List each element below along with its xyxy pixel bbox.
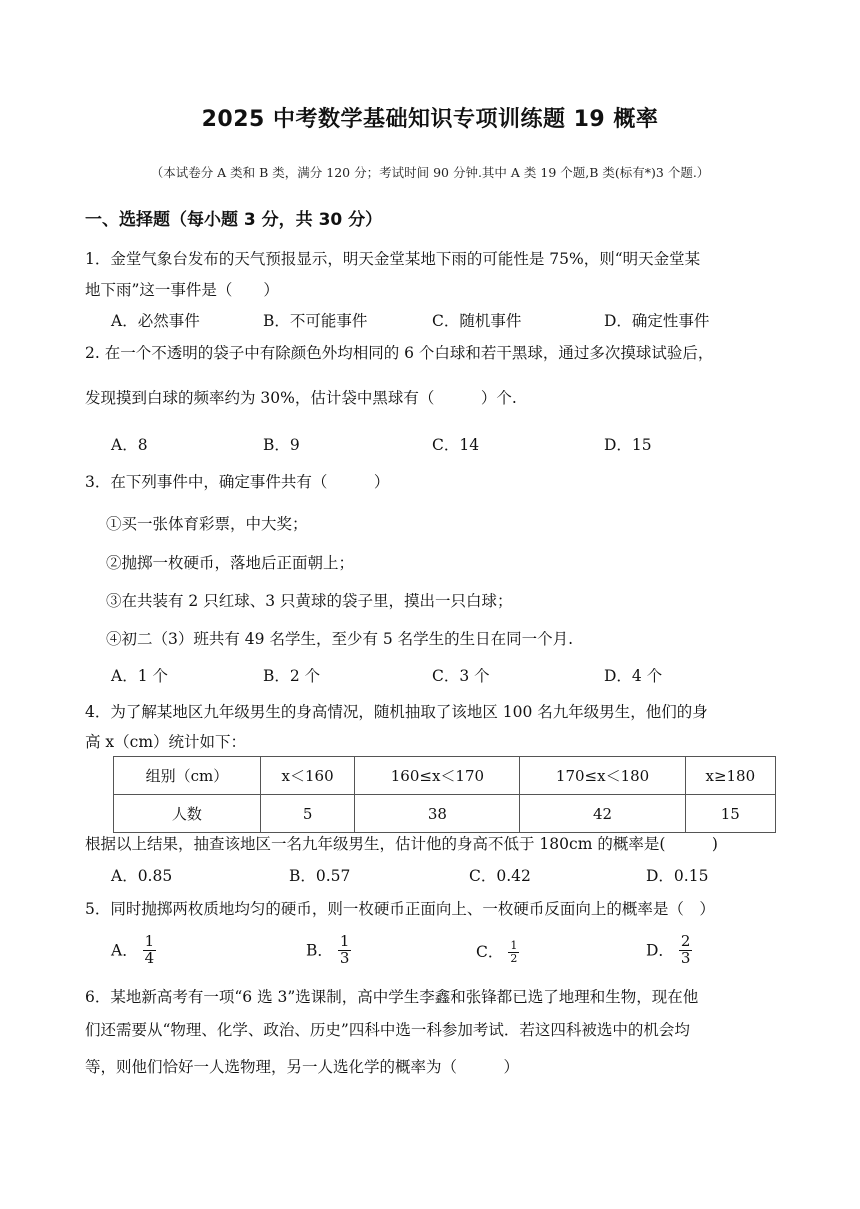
q2-line2: 发现摸到白球的频率约为 30%，估计袋中黑球有（ ）个. — [85, 389, 517, 407]
option-label: D． — [646, 941, 674, 960]
fraction-numerator: 1 — [339, 932, 350, 950]
q1-option-a: A．必然事件 — [111, 312, 200, 330]
table-header-cell: 组别（cm） — [114, 757, 261, 795]
q3-item-4: ④初二（3）班共有 49 名学生，至少有 5 名学生的生日在同一个月. — [106, 630, 574, 648]
q3-option-c: C．3 个 — [432, 667, 490, 685]
page-title: 2025 中考数学基础知识专项训练题 19 概率 — [201, 107, 659, 132]
table-header-cell: x≥180 — [685, 757, 775, 795]
table-cell: 人数 — [114, 795, 261, 833]
q5-option-a — [111, 934, 156, 967]
q5-line1: 5．同时抛掷两枚质地均匀的硬币，则一枚硬币正面向上、一枚硬币反面向上的概率是（ ） — [85, 900, 715, 918]
height-table — [113, 756, 776, 833]
q2-option-c: C．14 — [432, 436, 480, 454]
q4-line1: 4．为了解某地区九年级男生的身高情况，随机抽取了该地区 100 名九年级男生，他们的身 — [85, 703, 708, 721]
fraction — [338, 934, 352, 967]
option-label: A． — [111, 941, 138, 960]
q6-line3: 等，则他们恰好一人选物理，另一人选化学的概率为（ ） — [85, 1058, 520, 1076]
fraction-numerator: 1 — [144, 932, 155, 950]
fraction-denominator: 2 — [510, 951, 518, 965]
q6-line2: 们还需要从“物理、化学、政治、历史”四科中选一科参加考试．若这四科被选中的机会均 — [85, 1021, 690, 1039]
q5-option-b — [306, 934, 351, 967]
q4-option-a: A．0.85 — [111, 867, 173, 885]
fraction-numerator: 1 — [510, 939, 518, 952]
q3-option-b: B．2 个 — [263, 667, 321, 685]
fraction — [679, 934, 693, 967]
q5-option-d — [646, 934, 692, 967]
table-header-cell: x＜160 — [260, 757, 354, 795]
q1-option-d: D．确定性事件 — [604, 312, 710, 330]
table-cell: 42 — [520, 795, 685, 833]
option-label: B． — [306, 941, 333, 960]
q3-item-2: ②抛掷一枚硬币，落地后正面朝上； — [106, 554, 355, 572]
fraction-denominator: 3 — [339, 948, 350, 967]
exam-note: （本试卷分 A 类和 B 类，满分 120 分；考试时间 90 分钟.其中 A 类 19 个题,B 类(标有*)3 个题.） — [150, 165, 710, 180]
table-row — [114, 757, 776, 795]
fraction — [143, 934, 157, 967]
q6-line1: 6．某地新高考有一项“6 选 3”选课制，高中学生李鑫和张锋都已选了地理和生物，现在他 — [85, 988, 699, 1006]
table-cell: 15 — [685, 795, 775, 833]
q1-option-c: C．随机事件 — [432, 312, 522, 330]
q2-line1: 2. 在一个不透明的袋子中有除颜色外均相同的 6 个白球和若干黑球，通过多次摸球试验后， — [85, 344, 714, 362]
option-label: C． — [476, 943, 504, 962]
q3-option-a: A．1 个 — [111, 667, 168, 685]
q1-option-b: B．不可能事件 — [263, 312, 368, 330]
table-cell: 38 — [355, 795, 520, 833]
q3-line1: 3．在下列事件中，确定事件共有（ ） — [85, 473, 390, 491]
q4-option-b: B．0.57 — [289, 867, 351, 885]
q3-item-3: ③在共装有 2 只红球、3 只黄球的袋子里，摸出一只白球； — [106, 592, 513, 610]
section-heading: 一、选择题（每小题 3 分，共 30 分） — [85, 210, 383, 230]
fraction-denominator: 3 — [680, 948, 691, 967]
table-cell: 5 — [260, 795, 354, 833]
q3-item-1: ①买一张体育彩票，中大奖； — [106, 515, 308, 533]
fraction-denominator: 4 — [144, 948, 155, 967]
table-header-cell: 170≤x＜180 — [520, 757, 685, 795]
fraction-numerator: 2 — [680, 932, 691, 950]
q5-option-c — [476, 940, 519, 964]
q4-line3: 根据以上结果，抽查该地区一名九年级男生，估计他的身高不低于 180cm 的概率是( ) — [85, 835, 718, 853]
q1-line2: 地下雨”这一事件是（ ） — [85, 281, 279, 299]
q2-option-d: D．15 — [604, 436, 652, 454]
q4-option-c: C．0.42 — [469, 867, 531, 885]
table-row — [114, 795, 776, 833]
q3-option-d: D．4 个 — [604, 667, 663, 685]
fraction — [508, 940, 519, 964]
q1-line1: 1．金堂气象台发布的天气预报显示，明天金堂某地下雨的可能性是 75%，则“明天金堂某 — [85, 250, 701, 268]
table-header-cell: 160≤x＜170 — [355, 757, 520, 795]
q2-option-b: B．9 — [263, 436, 300, 454]
q4-option-d: D．0.15 — [646, 867, 709, 885]
q4-line2: 高 x（cm）统计如下： — [85, 733, 247, 751]
q2-option-a: A．8 — [111, 436, 148, 454]
